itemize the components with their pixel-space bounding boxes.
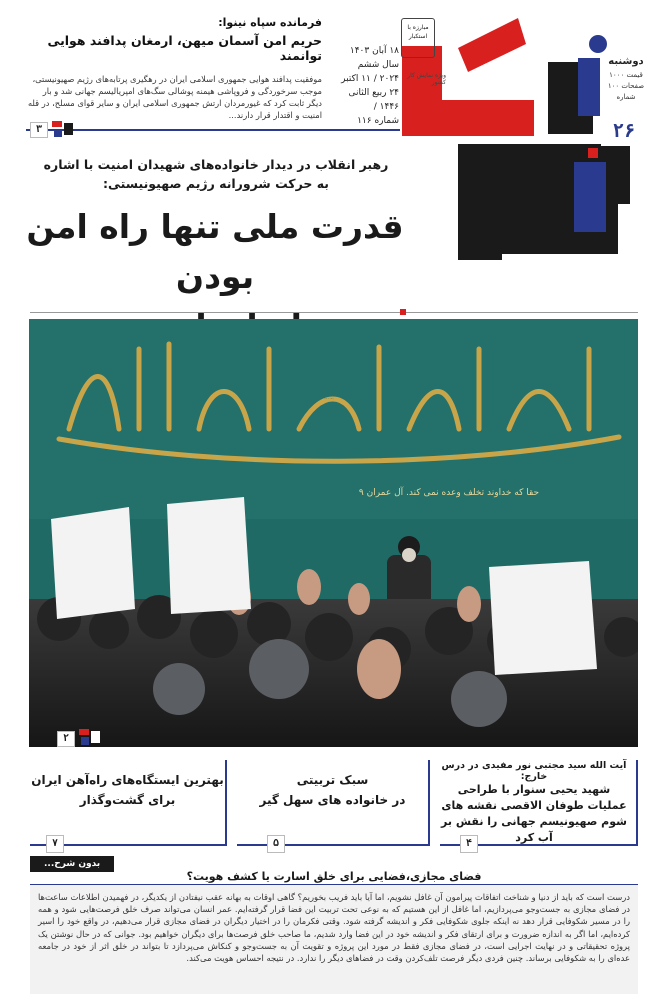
story-box-sinwar[interactable] (440, 760, 638, 849)
mini-logo-icon (50, 119, 76, 139)
story-page-tag[interactable]: ۴ (460, 835, 478, 853)
date-block (327, 44, 399, 128)
main-headline-line1: قدرت ملی تنها راه امن بودن (26, 207, 404, 296)
story-page-tag[interactable]: ۵ (267, 835, 285, 853)
divider-accent (400, 309, 406, 315)
editorial-headline[interactable]: فضای مجازی،فضایی برای خلق اسارت یا کشف هویت؟ (186, 870, 482, 883)
teaser-headline[interactable]: حریم امن آسمان میهن، ارمغان پدافند هوایی توانمند (47, 33, 322, 63)
story-kicker: سبک تربیتی (296, 773, 369, 787)
teaser-article[interactable] (26, 16, 322, 121)
story-title: بهترین ایستگاه‌های راه‌آهن ایران برای گشت‌وگذار (31, 773, 224, 807)
number-line: شماره (616, 93, 636, 101)
volume-year: سال ششم (357, 60, 399, 70)
date-hijri: ۲۴ ربیع الثانی ۱۴۴۶ / (348, 88, 399, 112)
story-title: شهید یحیی سنوار با طراحی عملیات طوفان الاقصی نقشه های شوم صهیونیسم جهانی را نقش بر آب کرد (441, 783, 627, 844)
price-info (603, 70, 649, 103)
issue-serial: شماره ۱۱۶ (357, 116, 399, 126)
sub-motto: ویژه نمایش کار کشور (407, 72, 446, 86)
editorial-label: بدون شرح... (30, 856, 114, 872)
banner-caption: حقا که خداوند تخلف وعده نمی کند. آل عمران ۹ (358, 488, 540, 498)
photo-page-tag[interactable]: ۲ (57, 731, 75, 747)
pages-line: صفحات ۱۰۰ (607, 82, 645, 90)
date-gregorian: ۲۰۲۴ / ۱۱ اکتبر (341, 74, 399, 84)
teaser-page-tag[interactable]: ۳ (30, 122, 48, 138)
teaser-body: موفقیت پدافند هوایی جمهوری اسلامی ایران در رهگیری پرتابه‌های رژیم صهیونیستی، موجب سرخوردگی و فروپاشی هیمنه پوشالی سگ‌های امپریالیسم جهانی شد و بار دیگر ثابت کرد که غیورمردان ارتش جمهوری اسلامی ایران و سایر قوای مسلح، در قله امنیت و اقتدار قرار دارند... (27, 74, 322, 120)
mini-logo-icon (77, 727, 103, 747)
banner-calligraphy: إِنَّ اللَّهَ لا یُخْلِفُ الْمیعاد (324, 399, 334, 400)
story-page-tag[interactable]: ۷ (46, 835, 64, 853)
story-title: در خانواده های سهل گیر (259, 793, 406, 807)
lead-photo[interactable] (29, 319, 638, 747)
issue-number: ۲۶ (601, 116, 647, 146)
section-divider (30, 312, 638, 313)
editorial-body: درست است که باید از دنیا و شناخت اتفاقات پیرامون آن غافل نشویم، اما آیا باید فریب بخوریم؟ گاهی اوقات به بهانه عقب نیفتادن از یکدیگر، در فهمیدن اطلاعات ساعت‌ها در فضای مجازی به جست‌وجو می‌پردازیم، اما غافل از این هستیم که به نوعی تحت تربیت این فضا قرار گرفته‌ایم. عمر انسان می‌تواند صرف خلق فرصت‌هایی شود و همه را در مسیر شکوفایی قرار دهد نه اینکه جلوی شکوفایی فکر و اندیشه گرفته شود. وقتی فکرمان را در اختیار دیگران در فضای مجازی قرار می‌دهیم، در واقع خود را اسیر کرده‌ایم، اما اگر به اندازه ضرورت و برای ارتقای فکر و اندیشه خود در این فضا وارد شدیم، ما صاحب خلق فرصت‌ها برای دیگران خواهیم بود. جوانی که در حال نوشتن یک پروژه تحقیقاتی و در نهایت اجرایی است، در فضای مجازی فقط در مورد این پروژه و تقویت آن به جست‌وجو و کنکاش می‌پردازد تا بتواند در خلق اثر از خود در جامعه عده‌ای را به شکوفایی برساند. چنین فردی دیگر فرصت تلف‌کردن وقت در فضاهای دیگر را ندارد. در نتیجه احساس هویت می‌کند. (38, 892, 630, 964)
price-line: قیمت ۱۰۰۰ (609, 71, 643, 79)
story-kicker: آیت الله سید مجتبی نور مفیدی در درس خارج: (441, 760, 627, 782)
lead-kicker: رهبر انقلاب در دیدار خانواده‌های شهیدان امنیت با اشاره به حرکت شرورانه رژیم صهیونیستی: (43, 157, 389, 191)
date-persian: ۱۸ آبان ۱۴۰۳ (349, 46, 399, 56)
day-name: دوشنبه (608, 56, 644, 67)
teaser-rule (26, 129, 400, 131)
teaser-kicker: فرمانده سپاه نینوا: (218, 16, 322, 29)
editorial-box (30, 884, 638, 994)
story-box-railway[interactable] (30, 760, 227, 849)
story-box-parenting[interactable] (237, 760, 430, 849)
motto-stamp: مبارزه با استکبار (401, 18, 435, 58)
